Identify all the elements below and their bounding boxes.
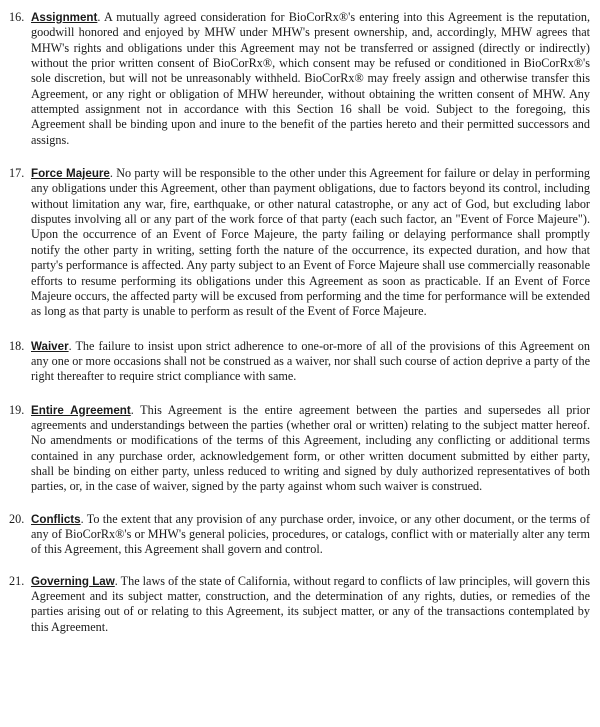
clause-conflicts: [0, 512, 600, 558]
clause-number: 16.: [9, 10, 25, 24]
clause-heading: Entire Agreement: [31, 403, 131, 417]
clause-heading: Conflicts: [31, 512, 81, 526]
clause-waiver: [0, 339, 600, 385]
clause-number: 17.: [9, 166, 25, 181]
clause-number: 21.: [9, 573, 25, 588]
clause-number: 20.: [9, 511, 25, 526]
clause-number: 18.: [9, 338, 25, 353]
clause-body: . To the extent that any provision of any purchase order, invoice, or any other document, or the terms of any of BioCorRx®'s or MHW's general policies, procedures, or catalogs, conflict with or materially alter any term of this Agreement, this Agreement shall govern and control.: [31, 511, 590, 557]
clause-body: . No party will be responsible to the other under this Agreement for failure or delay in performing any obligations under this Agreement, other than payment obligations, due to factors beyond its control, including without limitation any war, fire, earthquake, or other natural catastrophe, or any act of God, but excluding labor disputes involving all or any part of the work force of that party (each such factor, an "Event of Force Majeure"). Upon the occurrence of an Event of Force Majeure, the party failing or delaying performance shall promptly notify the other party in writing, setting forth the nature of the occurrence, its expected duration, and how that party's performance is affected. Any party subject to an Event of Force Majeure shall use commercially reasonable efforts to resume performing its obligations under this Agreement as soon as practicable. If an Event of Force Majeure occurs, the affected party will be excused from performing and the time for performance will be extended as long as that party is unable to perform as result of the Event of Force Majeure.: [31, 166, 591, 319]
clause-body: . The failure to insist upon strict adherence to one-or-more of all of the provisions of this Agreement on any one or more occasions shall not be construed as a waiver, nor shall such course of action deprive a party of the right thereafter to require strict compliance with same.: [31, 338, 590, 384]
contract-page: [0, 10, 600, 652]
clause-body: . A mutually agreed consideration for BioCorRx®'s entering into this Agreement is the reputation, goodwill honored and enjoyed by MHW under MHW's present ownership, and, accordingly, MHW agrees that MHW's rights and obligations under this Agreement may not be transferred or assigned (directly or indirectly) without the prior written consent of BioCorRx®, which consent may be refused or conditioned in BioCorRx®'s sole discretion, but will not be unreasonably withheld. BioCorRx® may freely assign and otherwise transfer this Agreement, or any right or obligation of MHW hereunder, without obtaining the written consent of MHW. Any attempted assignment not in accordance with this Section 16 shall be void. Subject to the foregoing, this Agreement shall be binding upon and inure to the benefit of the parties hereto and their permitted successors and assigns.: [31, 10, 590, 147]
clause-assignment: [0, 10, 600, 148]
clause-heading: Force Majeure: [31, 167, 110, 181]
clause-heading: Waiver: [31, 339, 69, 353]
clause-body: . The laws of the state of California, without regard to conflicts of law principles, will govern this Agreement and its subject matter, construction, and the determination of any rights, duties, or remedies of the parties arising out of or relating to this Agreement, its subject matter, or any of the transactions contemplated by this Agreement.: [31, 573, 590, 634]
clause-number: 19.: [9, 402, 25, 417]
clause-governing-law: [0, 574, 600, 635]
clause-heading: Assignment: [31, 11, 98, 24]
clause-body: . This Agreement is the entire agreement between the parties and supersedes all prior agreements and understandings between the parties (whether oral or written) relating to the subject matter hereof. No amendments or modifications of the terms of this Agreement, including any conflicting or additional terms contained in any purchase order, acknowledgement form, or other written document submitted by either party, shall be binding on either party, unless reduced to writing and signed by duly authorized representatives of both parties, or, in the case of waiver, signed by the party against whom such waiver is construed.: [31, 402, 590, 494]
clause-force-majeure: [0, 166, 600, 319]
clause-heading: Governing Law: [31, 574, 115, 588]
clause-entire-agreement: [0, 403, 600, 495]
